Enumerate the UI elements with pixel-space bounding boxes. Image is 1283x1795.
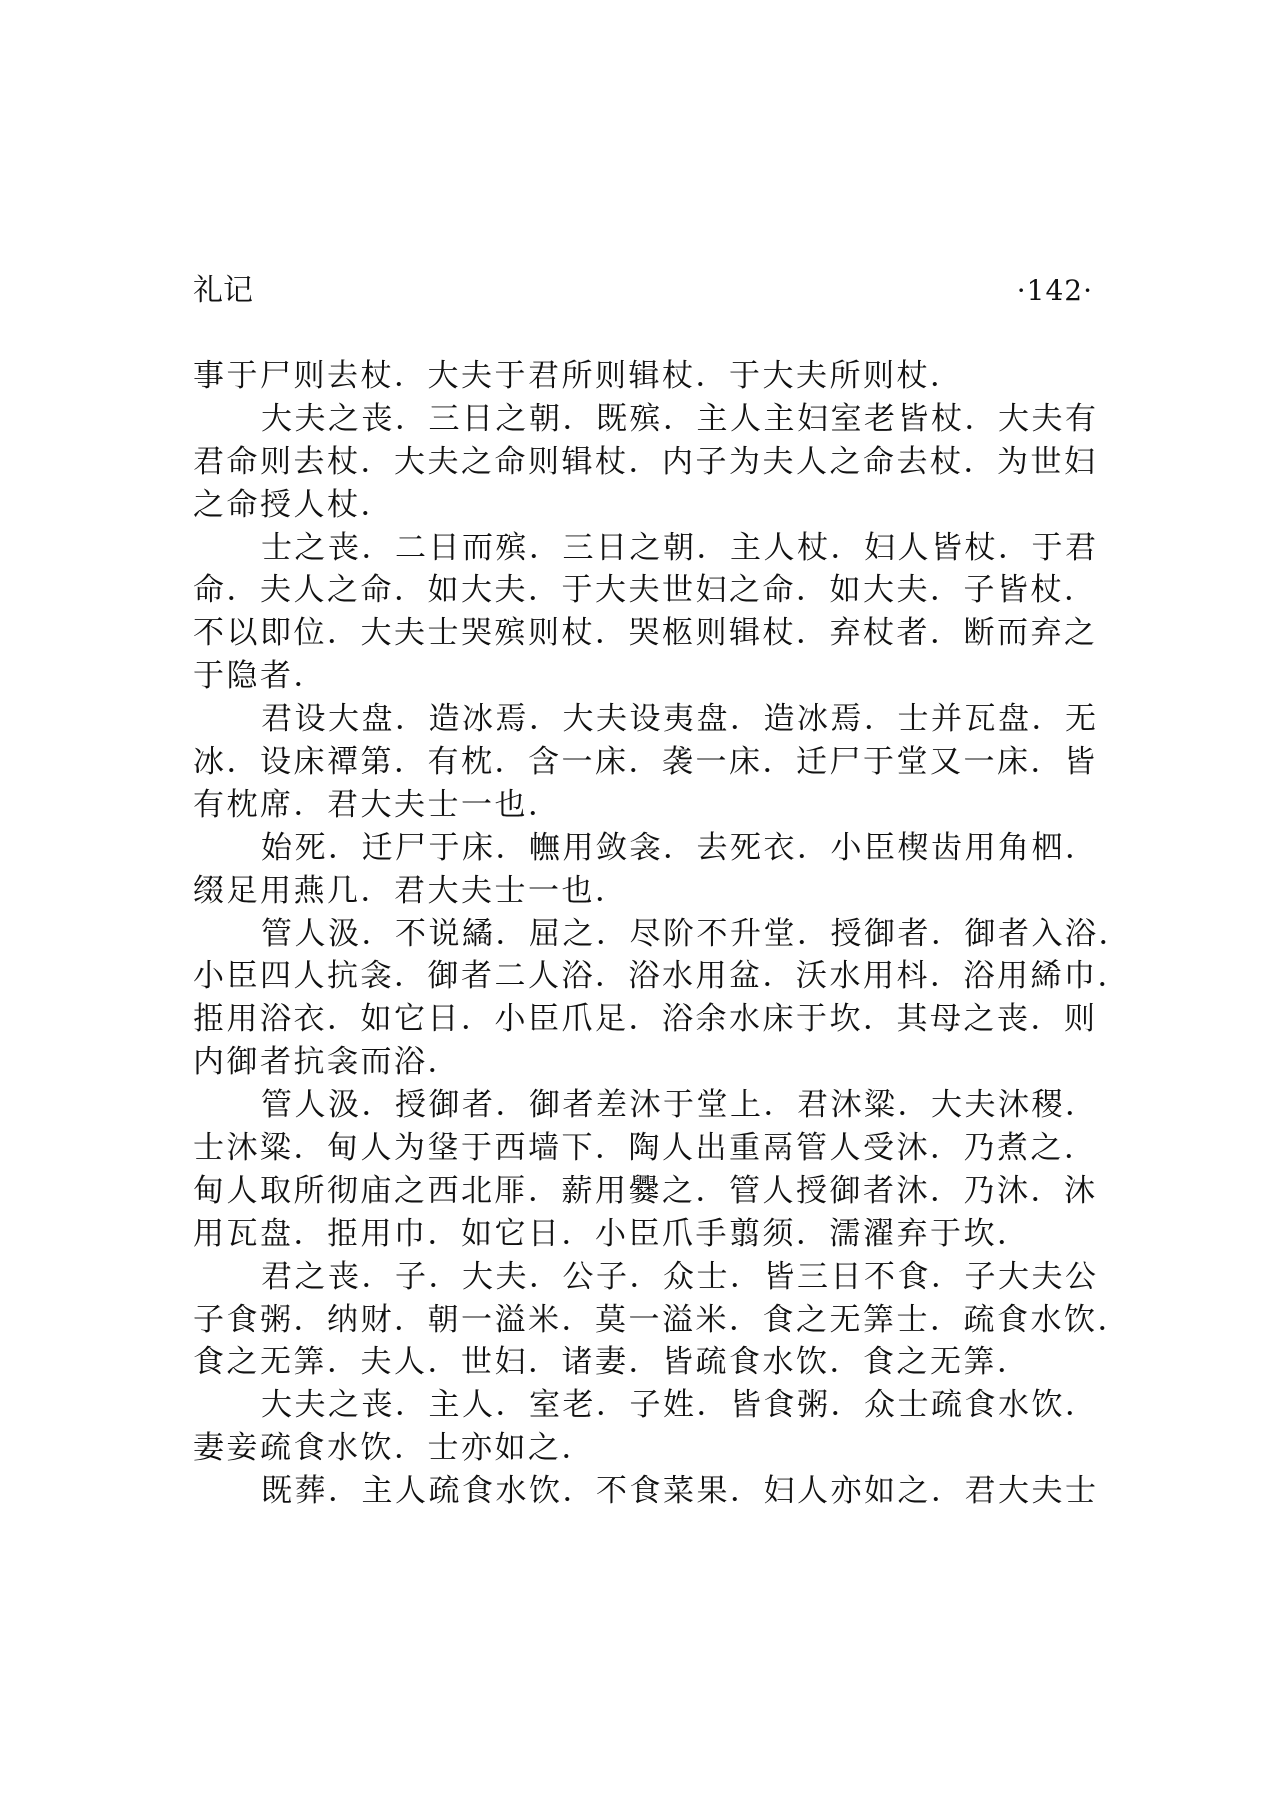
body-text <box>193 355 1132 1513</box>
text-line: 子食粥．纳财．朝一溢米．莫一溢米．食之无筭士．疏食水饮． <box>193 1301 1131 1338</box>
text-line: 始死．迁尸于床．幠用敛衾．去死衣．小臣楔齿用角柶． <box>261 829 1099 866</box>
text-line: 君之丧．子．大夫．公子．众士．皆三日不食．子大夫公 <box>261 1258 1099 1295</box>
text-line: 命．夫人之命．如大夫．于大夫世妇之命．如大夫．子皆杖． <box>193 572 1098 609</box>
text-line: 妻妾疏食水饮．士亦如之． <box>193 1430 595 1467</box>
text-line: 君设大盘．造冰焉．大夫设夷盘．造冰焉．士并瓦盘．无 <box>261 701 1099 738</box>
text-line: 于隐者． <box>193 658 327 695</box>
text-line: 管人汲．授御者．御者差沐于堂上．君沐粱．大夫沐稷． <box>261 1087 1099 1124</box>
text-line: 小臣四人抗衾．御者二人浴．浴水用盆．沃水用枓．浴用絺巾． <box>193 958 1131 995</box>
text-line: 甸人取所彻庙之西北厞．薪用爨之．管人授御者沐．乃沐．沐 <box>193 1172 1098 1209</box>
book-title: 礼记 <box>193 273 253 308</box>
text-line: 士之丧．二日而殡．三日之朝．主人杖．妇人皆杖．于君 <box>261 529 1099 566</box>
text-line: 管人汲．不说繘．屈之．尽阶不升堂．授御者．御者入浴． <box>261 915 1132 952</box>
page-number: ·142· <box>1016 274 1093 307</box>
text-line: 食之无筭．夫人．世妇．诸妻．皆疏食水饮．食之无筭． <box>193 1344 1031 1381</box>
text-line: 有枕席．君大夫士一也． <box>193 786 562 823</box>
text-line: 用瓦盘．挋用巾．如它日．小臣爪手翦须．濡濯弃于坎． <box>193 1215 1031 1252</box>
text-line: 大夫之丧．主人．室老．子姓．皆食粥．众士疏食水饮． <box>261 1387 1099 1424</box>
text-line: 事于尸则去杖．大夫于君所则辑杖．于大夫所则杖． <box>193 358 964 394</box>
text-line: 既葬．主人疏食水饮．不食菜果．妇人亦如之．君大夫士 <box>261 1473 1099 1510</box>
text-line: 缀足用燕几．君大夫士一也． <box>193 872 629 909</box>
text-line: 君命则去杖．大夫之命则辑杖．内子为夫人之命去杖．为世妇 <box>193 443 1098 480</box>
text-line: 大夫之丧．三日之朝．既殡．主人主妇室老皆杖．大夫有 <box>261 400 1099 437</box>
text-line: 挋用浴衣．如它日．小臣爪足．浴余水床于坎．其母之丧．则 <box>193 1001 1098 1038</box>
text-line: 不以即位．大夫士哭殡则杖．哭柩则辑杖．弃杖者．断而弃之 <box>193 615 1098 652</box>
text-line: 冰．设床禫第．有枕．含一床．袭一床．迁尸于堂又一床．皆 <box>193 744 1098 781</box>
text-line: 士沐粱．甸人为垼于西墙下．陶人出重鬲管人受沐．乃煮之． <box>193 1130 1098 1167</box>
text-line: 之命授人杖． <box>193 486 394 523</box>
text-line: 内御者抗衾而浴． <box>193 1044 461 1081</box>
page-header <box>193 271 1093 311</box>
